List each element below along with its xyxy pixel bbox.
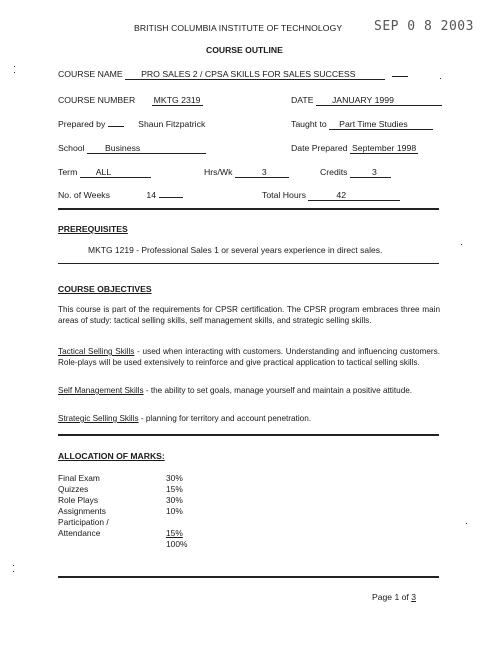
weeks-label: No. of Weeks	[58, 190, 110, 200]
marks-row	[58, 495, 206, 506]
marks-label: Quizzes	[58, 484, 89, 494]
objectives-intro: This course is part of the requirements for CPSR certification. The CPSR program embraces three main areas of study: tactical selling skills, self management skills, and strategic selling skills.	[58, 305, 440, 325]
marks-total: 100%	[166, 539, 188, 549]
prepared-by-label: Prepared by	[58, 119, 106, 129]
marks-value: 30%	[166, 473, 183, 483]
term-label: Term	[58, 167, 78, 177]
prerequisites-text: MKTG 1219 - Professional Sales 1 or several years experience in direct sales.	[88, 245, 383, 255]
page-number	[372, 592, 416, 602]
blank-line	[392, 76, 408, 77]
scan-speck	[13, 571, 14, 572]
weeks-value: 14	[146, 190, 157, 200]
objective-term: Strategic Selling Skills	[58, 414, 139, 423]
prerequisites-heading: PREREQUISITES	[58, 224, 128, 234]
objective-term: Self Management Skills	[58, 386, 144, 395]
course-number-label: COURSE NUMBER	[58, 95, 136, 105]
section-divider	[58, 208, 439, 210]
page-of-label: of	[401, 592, 409, 602]
date-prepared-value: September 1998	[351, 143, 417, 153]
marks-row	[58, 528, 206, 539]
page-total: 3	[411, 592, 416, 602]
course-name-row	[58, 69, 408, 80]
section-divider	[58, 576, 439, 578]
term-row	[58, 167, 151, 178]
course-name-value: PRO SALES 2 / CPSA SKILLS FOR SALES SUCCESS	[125, 69, 385, 80]
objective-text: - the ability to set goals, manage yourself and maintain a positive attitude.	[143, 386, 413, 395]
marks-label: Attendance	[58, 528, 101, 538]
blank-line	[108, 126, 124, 127]
objective-strategic	[58, 413, 440, 424]
institution-name: BRITISH COLUMBIA INSTITUTE OF TECHNOLOGY	[134, 23, 343, 33]
school-row	[58, 143, 206, 154]
marks-label: Role Plays	[58, 495, 99, 505]
scan-speck	[466, 523, 467, 524]
school-value: Business	[87, 143, 206, 154]
scan-speck	[14, 66, 15, 67]
section-divider	[58, 434, 439, 436]
term-value: ALL	[80, 167, 151, 178]
marks-value: 30%	[166, 495, 183, 505]
hrs-wk-value: 3	[235, 167, 289, 178]
page-current: 1	[394, 592, 400, 602]
page-label: Page	[372, 592, 393, 602]
date-label: DATE	[291, 95, 314, 105]
marks-row	[58, 506, 206, 517]
objective-text: - used when interacting with customers. Understanding and influencing customers. Role-plays will be used extensively to reinforce and give practical application to tactical selling skills.	[58, 347, 440, 367]
course-number-row	[58, 95, 203, 106]
objective-self-management	[58, 385, 440, 396]
date-prepared-field	[291, 143, 418, 154]
marks-row	[58, 473, 206, 484]
credits-value: 3	[350, 167, 391, 178]
received-date-stamp: SEP 0 8 2003	[374, 19, 474, 34]
course-name-label: COURSE NAME	[58, 69, 123, 79]
marks-label: Assignments	[58, 506, 106, 516]
taught-to-value: Part Time Studies	[329, 119, 433, 130]
marks-value: 15%	[166, 484, 183, 494]
scan-speck	[440, 78, 441, 79]
marks-row	[58, 484, 206, 495]
taught-to-field	[291, 119, 433, 130]
total-hours-label: Total Hours	[262, 190, 306, 200]
marks-heading: ALLOCATION OF MARKS:	[58, 451, 165, 461]
marks-label: Final Exam	[58, 473, 100, 483]
marks-row	[58, 517, 206, 528]
credits-field	[320, 167, 391, 178]
prepared-by-value: Shaun Fitzpatrick	[138, 119, 206, 129]
document-title: COURSE OUTLINE	[206, 45, 283, 55]
objective-term: Tactical Selling Skills	[58, 347, 135, 356]
prepared-by-row	[58, 119, 205, 129]
section-divider	[58, 263, 439, 264]
date-value: JANUARY 1999	[316, 95, 442, 106]
total-hours-value: 42	[308, 190, 400, 201]
scan-speck	[461, 244, 462, 245]
objective-tactical	[58, 346, 440, 368]
hrs-wk-field	[204, 167, 289, 178]
date-prepared-label: Date Prepared	[291, 143, 348, 153]
credits-label: Credits	[320, 167, 348, 177]
taught-to-label: Taught to	[291, 119, 327, 129]
objective-text: - planning for territory and account penetration.	[138, 414, 312, 423]
marks-table	[58, 473, 206, 550]
scan-speck	[14, 72, 15, 73]
weeks-row	[58, 190, 183, 200]
hrs-wk-label: Hrs/Wk	[204, 167, 233, 177]
course-number-value: MKTG 2319	[153, 95, 201, 105]
school-label: School	[58, 143, 85, 153]
marks-label: Participation /	[58, 517, 109, 527]
marks-total-row	[58, 539, 206, 550]
blank-line	[159, 197, 183, 198]
total-hours-field	[262, 190, 400, 201]
marks-value: 15%	[166, 528, 183, 538]
date-field	[291, 95, 442, 106]
marks-value: 10%	[166, 506, 183, 516]
scan-speck	[13, 565, 14, 566]
objectives-heading: COURSE OBJECTIVES	[58, 284, 152, 294]
